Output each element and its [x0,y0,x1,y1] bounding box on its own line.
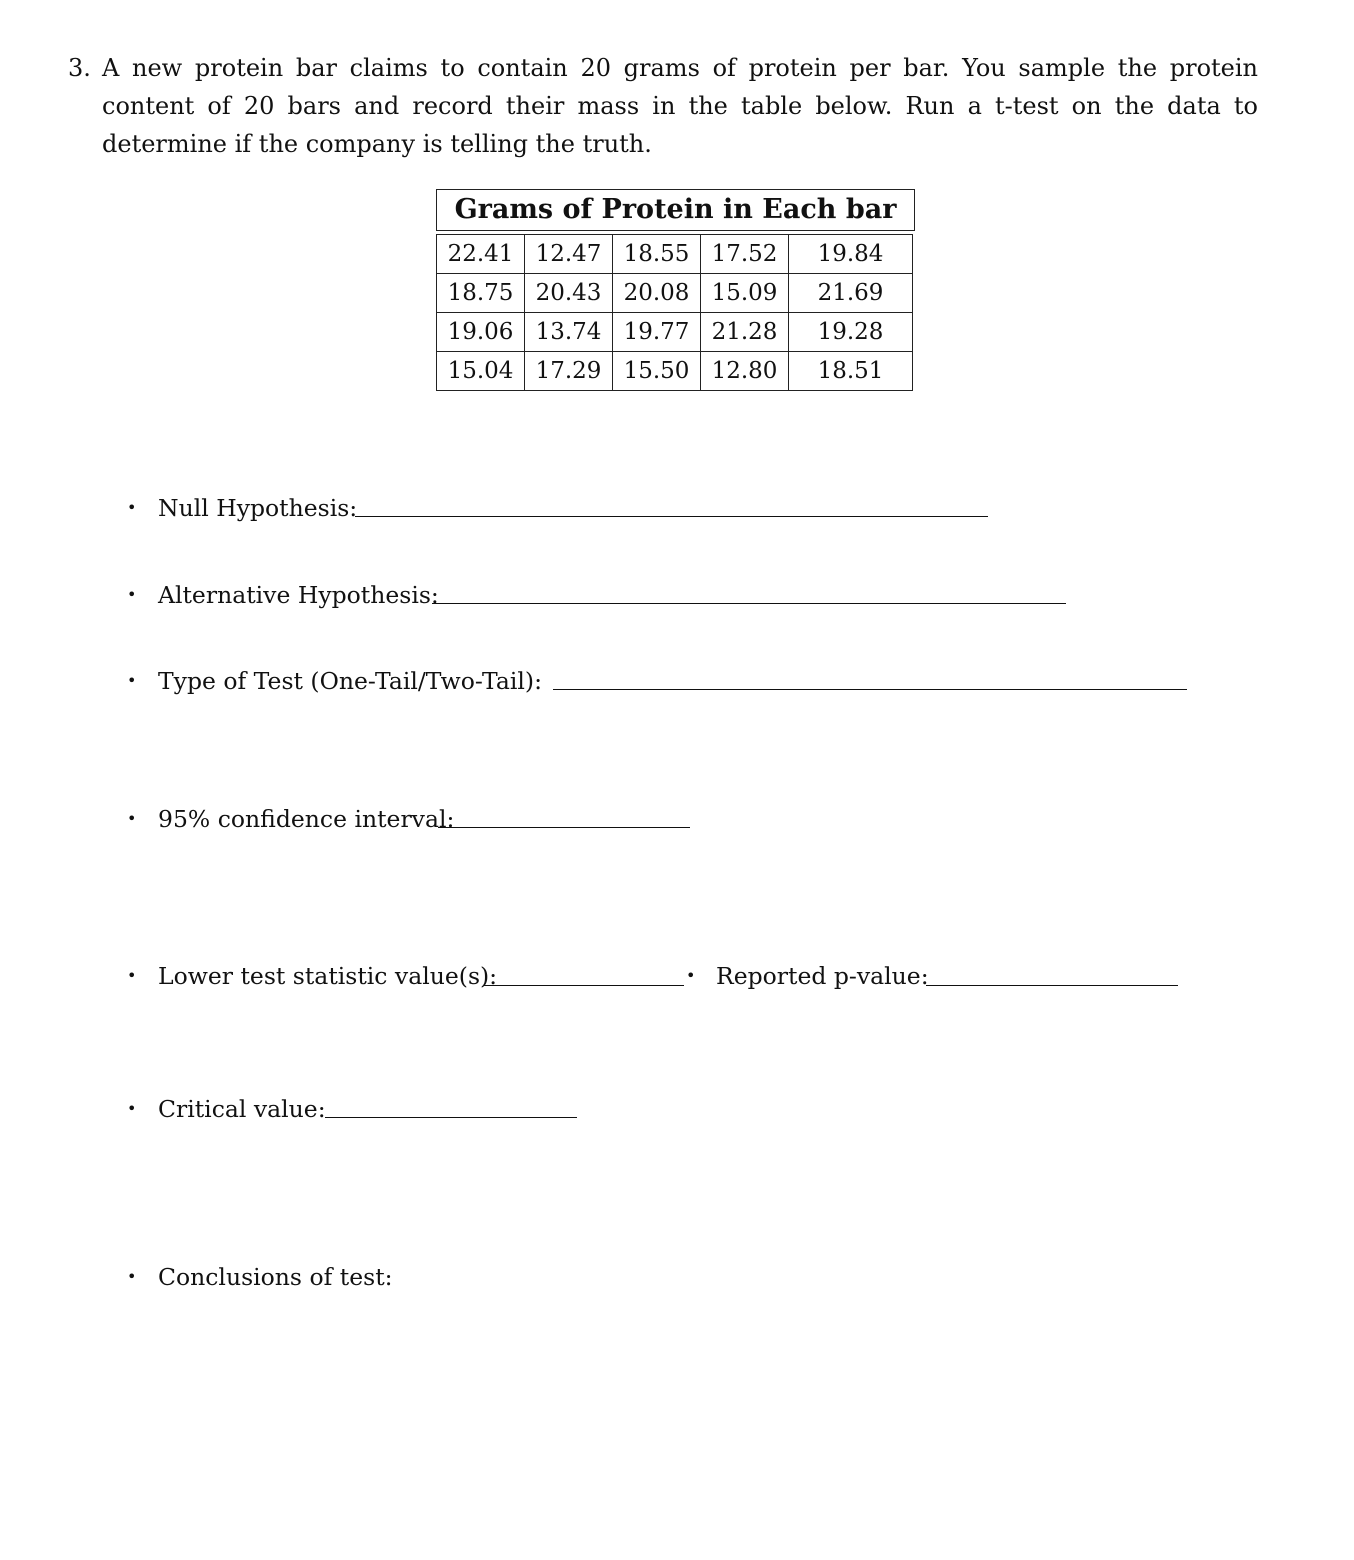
bullet-icon: • [127,1267,137,1286]
table-grid [436,234,913,391]
table-cell: 21.28 [701,313,789,352]
table-cell: 15.04 [437,352,525,391]
confidence-interval-label: 95% confidence interval: [158,805,455,833]
question-text: A new protein bar claims to contain 20 grams of protein per bar. You sample the protein content of 20 bars and record their mass in the table below. Run a t-test on the data to determine if the company is telling the truth. [102,54,1258,158]
table-cell: 17.29 [525,352,613,391]
bullet-icon: • [127,498,137,517]
table-row [437,274,913,313]
table-cell: 18.75 [437,274,525,313]
table-cell: 19.28 [789,313,913,352]
table-row [437,313,913,352]
table-cell: 19.77 [613,313,701,352]
question [68,49,1258,163]
type-of-test-blank[interactable] [553,689,1187,690]
critical-value-label: Critical value: [158,1095,326,1123]
table-cell: 13.74 [525,313,613,352]
table-cell: 22.41 [437,235,525,274]
table-cell: 18.55 [613,235,701,274]
bullet-icon: • [686,966,696,985]
lower-test-statistic-blank[interactable] [484,985,684,986]
table-cell: 12.80 [701,352,789,391]
bullet-icon: • [127,671,137,690]
table-cell: 20.08 [613,274,701,313]
alternative-hypothesis-blank[interactable] [432,603,1066,604]
question-number: 3. [68,54,91,82]
table-cell: 15.09 [701,274,789,313]
table-cell: 12.47 [525,235,613,274]
null-hypothesis-blank[interactable] [355,516,988,517]
table-cell: 17.52 [701,235,789,274]
table-row [437,235,913,274]
table-cell: 21.69 [789,274,913,313]
type-of-test-label: Type of Test (One-Tail/Two-Tail): [158,667,542,695]
critical-value-blank[interactable] [325,1117,577,1118]
lower-test-statistic-label: Lower test statistic value(s): [158,962,498,990]
confidence-interval-blank[interactable] [438,827,690,828]
bullet-icon: • [127,809,137,828]
table-cell: 19.06 [437,313,525,352]
conclusions-label: Conclusions of test: [158,1263,393,1291]
table-row [437,352,913,391]
table-cell: 19.84 [789,235,913,274]
alternative-hypothesis-label: Alternative Hypothesis: [158,581,439,609]
null-hypothesis-label: Null Hypothesis: [158,494,358,522]
protein-table [436,189,915,391]
table-cell: 20.43 [525,274,613,313]
table-cell: 18.51 [789,352,913,391]
bullet-icon: • [127,585,137,604]
bullet-icon: • [127,1099,137,1118]
reported-p-value-label: Reported p-value: [716,962,929,990]
bullet-icon: • [127,966,137,985]
reported-p-value-blank[interactable] [926,985,1178,986]
table-title: Grams of Protein in Each bar [436,189,915,231]
table-cell: 15.50 [613,352,701,391]
